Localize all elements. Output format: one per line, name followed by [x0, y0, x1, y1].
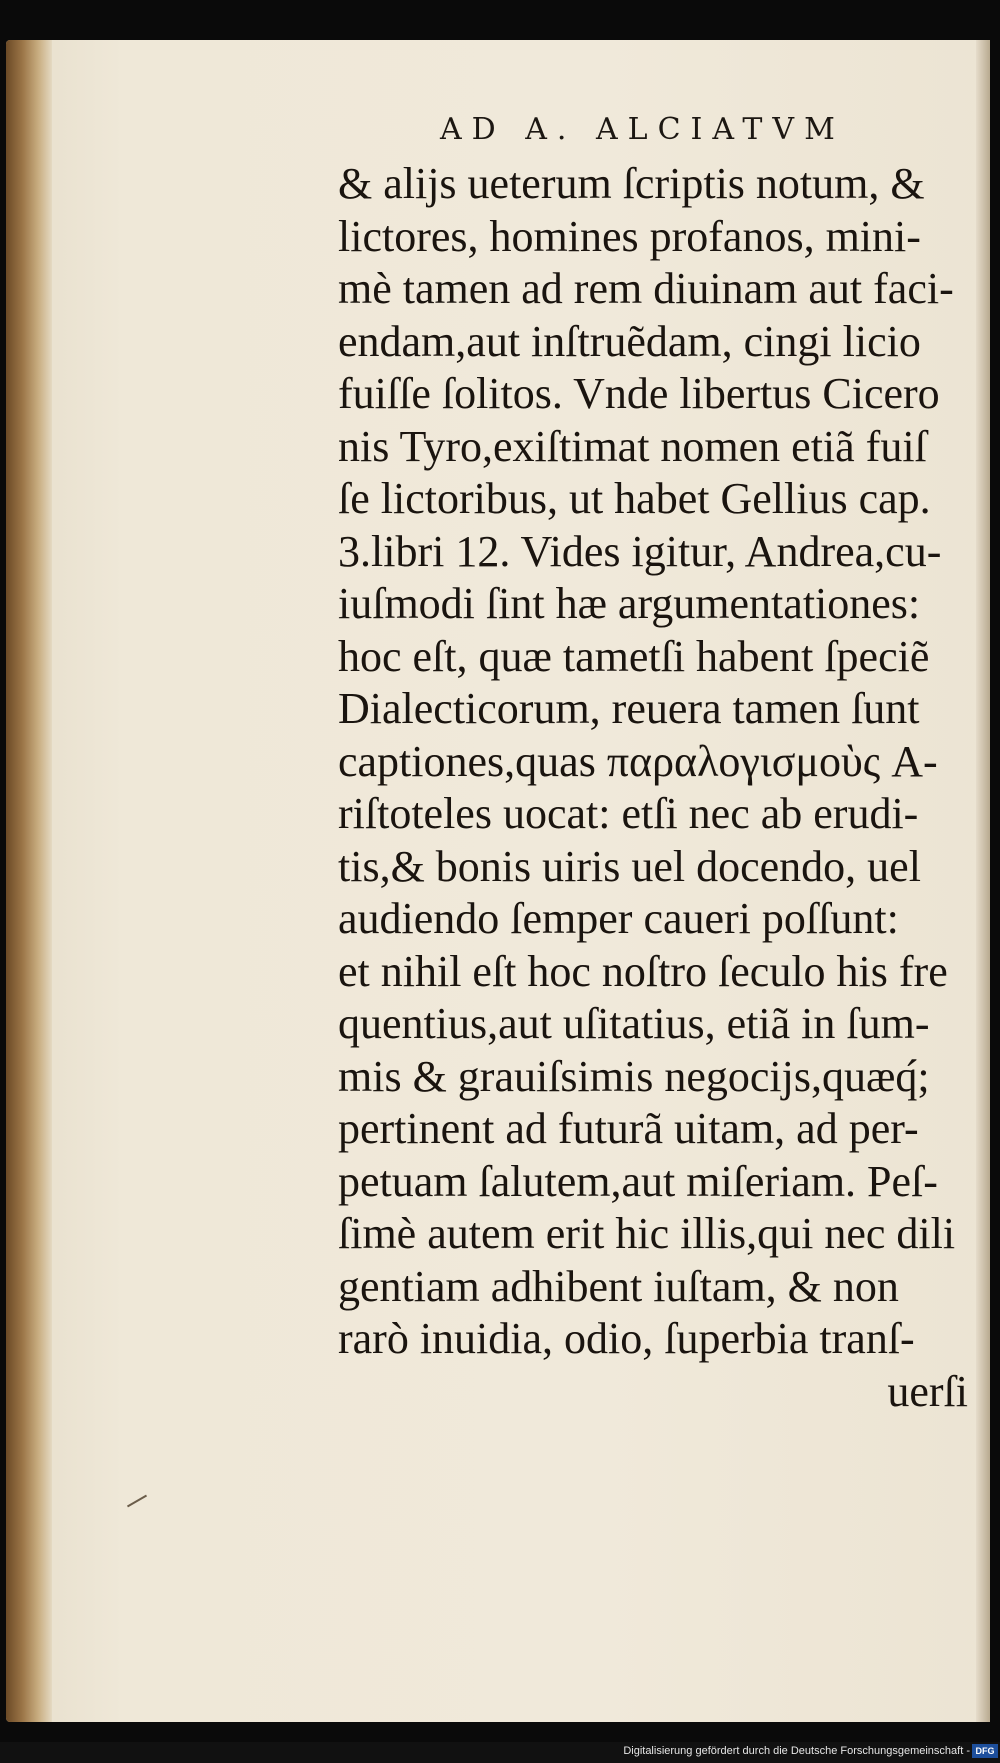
text-line: hoc eſt, quæ tametſi habent ſpeciẽ: [338, 631, 930, 681]
text-line: Dialecticorum, reuera tamen ſunt: [338, 684, 920, 733]
page-binding-edge: [6, 40, 52, 1722]
text-line: fuiſſe ſolitos. Vnde libertus Cicero: [338, 369, 940, 418]
text-line: quentius,aut uſitatius, etiã in ſum-: [338, 999, 930, 1048]
text-line: iuſmodi ſint hæ argumentationes:: [338, 579, 921, 628]
page-fore-edge: [976, 40, 990, 1722]
text-line: riſtoteles uocat: etſi nec ab erudi-: [338, 789, 919, 838]
text-line: captiones,quas παραλογισμοὺς A-: [338, 736, 938, 786]
text-line: audiendo ſemper caueri poſſunt:: [338, 894, 899, 943]
text-line: & alijs ueterum ſcriptis notum, &: [338, 159, 925, 208]
text-line: rarò inuidia, odio, ſuperbia tranſ-: [338, 1314, 915, 1363]
text-line: nis Tyro,exiſtimat nomen etiã fuiſ: [338, 421, 927, 471]
text-line: pertinent ad futurã uitam, ad per-: [338, 1104, 919, 1153]
text-line: 3.libri 12. Vides igitur, Andrea,cu-: [338, 526, 942, 576]
text-line: tis,& bonis uiris uel docendo, uel: [338, 841, 921, 891]
text-line: petuam ſalutem,aut miſeriam. Peſ-: [338, 1156, 938, 1206]
text-line: lictores, homines profanos, mini-: [338, 211, 921, 261]
text-line: et nihil eſt hoc noſtro ſeculo his fre: [338, 946, 948, 996]
catchword: uerſi: [887, 1366, 968, 1416]
body-text: [338, 158, 978, 1418]
dfg-logo: DFG: [972, 1744, 998, 1758]
funding-note: Digitalisierung gefördert durch die Deutsche Forschungsgemeinschaft -: [623, 1745, 970, 1757]
text-line: ſe lictoribus, ut habet Gellius cap.: [338, 474, 931, 523]
text-line: gentiam adhibent iuſtam, & non: [338, 1261, 899, 1311]
running-head: AD A. ALCIATVM: [440, 112, 845, 147]
text-line: mis & grauiſsimis negocijs,quæq́;: [338, 1051, 930, 1101]
text-line: mè tamen ad rem diuinam aut faci-: [338, 264, 954, 313]
text-line: ſimè autem erit hic illis,qui nec dili: [338, 1209, 956, 1258]
text-line: endam,aut inſtruẽdam, cingi licio: [338, 316, 921, 366]
